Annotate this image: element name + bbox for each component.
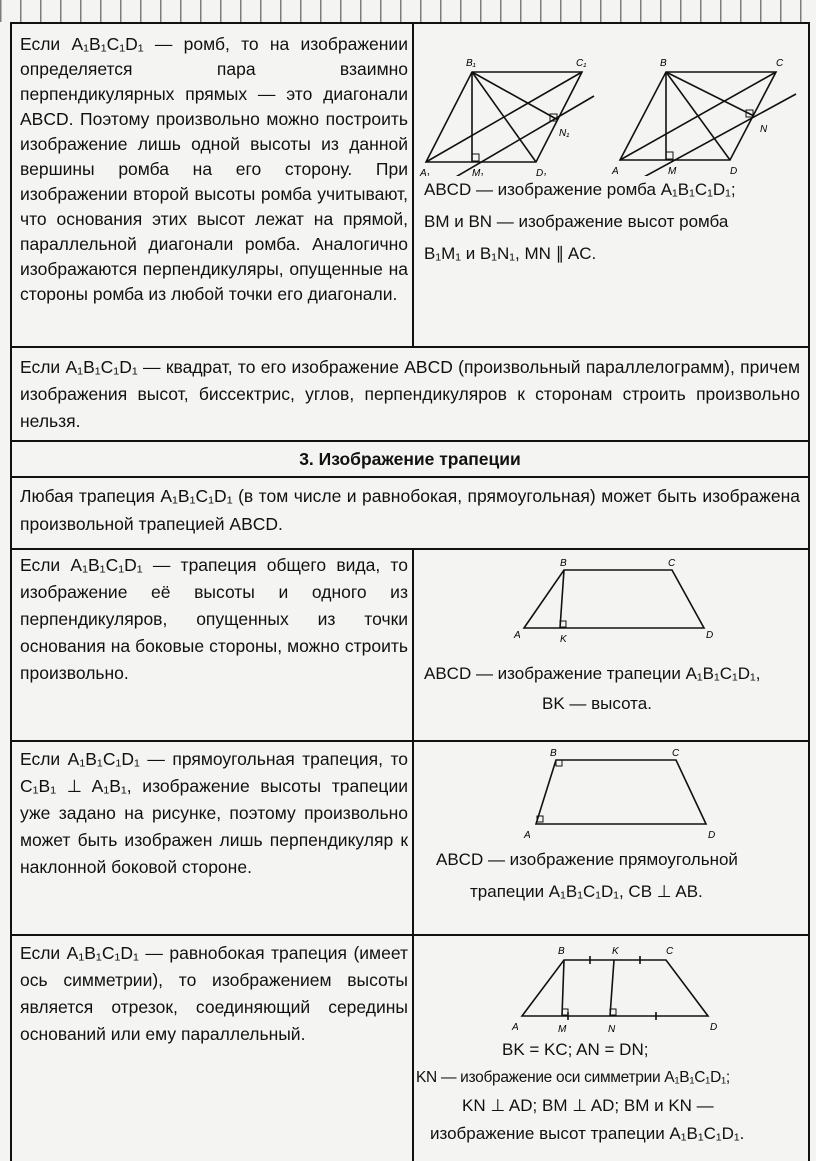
isosceles-caption-3: KN ⊥ AD; BM ⊥ AD; BM и KN — bbox=[462, 1096, 714, 1115]
rhombus-caption-3: B₁M₁ и B₁N₁, MN ∥ AC. bbox=[424, 244, 597, 263]
iso-label-n: N bbox=[608, 1024, 616, 1035]
isosceles-trapezoid-text: Если A₁B₁C₁D₁ — равнобокая трапеция (имеет ось симметрии), то изображением высоты является отрезок, соединяющий середины оснований или ему параллельный. bbox=[20, 943, 408, 1044]
fig1-label-n: N₁ bbox=[559, 128, 570, 139]
general-label-k: K bbox=[560, 634, 567, 645]
rhombus-caption-2: BM и BN — изображение высот ромба bbox=[424, 212, 729, 231]
right-label-a: A bbox=[524, 830, 531, 841]
general-caption-2: BK — высота. bbox=[542, 694, 652, 713]
isosceles-caption-2: KN — изображение оси симметрии A₁B₁C₁D₁; bbox=[416, 1069, 730, 1086]
iso-label-d: D bbox=[710, 1022, 718, 1033]
fig2-label-c: C bbox=[776, 58, 784, 69]
right-label-d: D bbox=[708, 830, 716, 841]
general-label-c: C bbox=[668, 558, 676, 569]
isosceles-caption-1: BK = KC; AN = DN; bbox=[502, 1040, 649, 1059]
fig1-label-b: B₁ bbox=[466, 58, 476, 69]
general-label-b: B bbox=[560, 558, 567, 569]
fig2-label-n: N bbox=[760, 124, 768, 135]
right-label-c: C bbox=[672, 748, 680, 759]
rhombus-figures bbox=[414, 36, 806, 176]
iso-label-m: M bbox=[558, 1024, 567, 1035]
square-text: Если A₁B₁C₁D₁ — квадрат, то его изображение ABCD (произвольный параллелограмм), причем изображения высот, биссектрис, углов, перпендикуляров к сторонам строить произвольно нельзя. bbox=[20, 357, 800, 431]
iso-label-b: B bbox=[558, 946, 565, 957]
fig2-label-b: B bbox=[660, 58, 667, 69]
rhombus-caption-1: ABCD — изображение ромба A₁B₁C₁D₁; bbox=[424, 180, 736, 199]
section-3-title: 3. Изображение трапеции bbox=[299, 449, 521, 469]
fig1-label-c: C₁ bbox=[576, 58, 587, 69]
fig2-label-a: A bbox=[612, 166, 619, 176]
right-trapezoid-text: Если A₁B₁C₁D₁ — прямоугольная трапеция, то C₁B₁ ⊥ A₁B₁, изображение высоты трапеции уже задано на рисунке, поэтому произвольно может быть изображен лишь перпендикуляр к наклонной боковой стороне. bbox=[20, 749, 408, 877]
reference-table bbox=[10, 22, 810, 1161]
right-label-b: B bbox=[550, 748, 557, 759]
graph-paper-margin bbox=[0, 0, 816, 22]
rhombus-text: Если A₁B₁C₁D₁ — ромб, то на изображении определяется пара взаимно перпендикулярных прямых — это диагонали ABCD. Поэтому произвольно можно построить изображение лишь одной высоты из данной вершины ромба на его сторону. При изображении второй высоты ромба учитывают, что основания этих высот лежат на прямой, параллельной диагонали ромба. Аналогично изображаются перпендикуляры, опущенные на стороны ромба из любой точки его диагонали. bbox=[20, 34, 408, 304]
fig2-label-m: M bbox=[668, 166, 677, 176]
iso-label-k: K bbox=[612, 946, 619, 957]
general-label-d: D bbox=[706, 630, 714, 641]
general-trapezoid-figure bbox=[508, 556, 718, 646]
isosceles-caption-4: изображение высот трапеции A₁B₁C₁D₁. bbox=[430, 1124, 745, 1143]
rhombus-figure-1 bbox=[426, 72, 594, 176]
right-caption-2: трапеции A₁B₁C₁D₁, CB ⊥ AB. bbox=[470, 882, 703, 901]
fig1-label-d: D₁ bbox=[536, 168, 547, 176]
fig2-label-d: D bbox=[730, 166, 738, 176]
isosceles-trapezoid-figure bbox=[506, 934, 726, 1038]
fig1-label-a: A₁ bbox=[420, 168, 430, 176]
general-caption-1: ABCD — изображение трапеции A₁B₁C₁D₁, bbox=[424, 664, 761, 683]
general-trapezoid-text: Если A₁B₁C₁D₁ — трапеция общего вида, то изображение её высоты и одного из перпендикуляров, опущенных из точки основания на боковые стороны, можно строить произвольно. bbox=[20, 555, 408, 683]
iso-label-a: A bbox=[512, 1022, 519, 1033]
right-caption-1: ABCD — изображение прямоугольной bbox=[436, 850, 738, 869]
general-label-a: A bbox=[514, 630, 521, 641]
fig1-label-m: M₁ bbox=[472, 168, 484, 176]
right-trapezoid-figure bbox=[512, 740, 722, 844]
rhombus-figure-2 bbox=[620, 72, 796, 176]
iso-label-c: C bbox=[666, 946, 674, 957]
section-3-intro: Любая трапеция A₁B₁C₁D₁ (в том числе и равнобокая, прямоугольная) может быть изображена произвольной трапецией ABCD. bbox=[20, 486, 800, 534]
